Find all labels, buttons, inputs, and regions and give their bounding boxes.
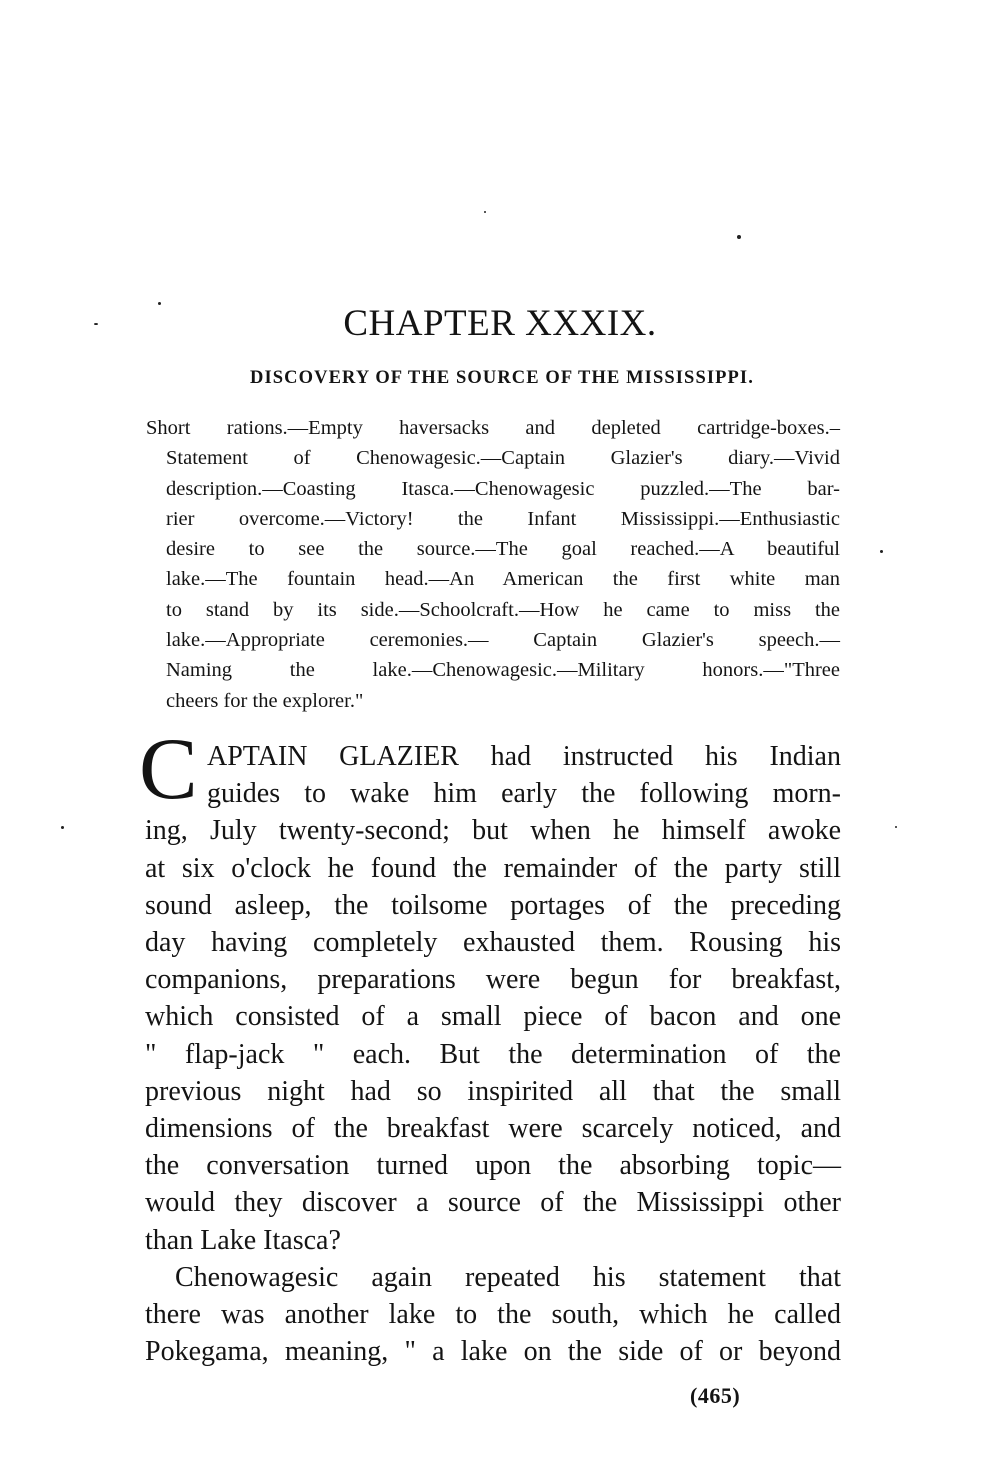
summary-line: rier overcome.—Victory! the Infant Mississippi.—Enthusiastic [166,507,840,530]
paragraph-line: APTAIN GLAZIER had instructed his Indian [207,741,841,772]
summary-line: lake.—The fountain head.—An American the first white man [166,568,840,591]
paragraph-line: the conversation turned upon the absorbing topic— [145,1150,841,1182]
paragraph-line: Pokegama, meaning, " a lake on the side of or beyond [145,1336,841,1368]
summary-line: cheers for the explorer." [166,689,364,712]
page-number: (465) [690,1383,741,1408]
paragraph-line: guides to wake him early the following morn- [207,778,841,810]
paragraph-line: sound asleep, the toilsome portages of the preceding [145,889,841,921]
scan-speck [61,826,64,829]
summary-line: description.—Coasting Itasca.—Chenowagesic puzzled.—The bar- [166,477,840,500]
summary-line: lake.—Appropriate ceremonies.— Captain Glazier's speech.— [166,629,840,652]
paragraph-line: dimensions of the breakfast were scarcely noticed, and [145,1113,841,1145]
summary-line: Naming the lake.—Chenowagesic.—Military honors.—"Three [166,659,840,682]
chapter-subtitle: DISCOVERY OF THE SOURCE OF THE MISSISSIPPI. [250,368,754,388]
chapter-title [0,302,1000,345]
chapter-summary [146,413,840,716]
chapter-title-text: CHAPTER XXXIX. [343,303,657,344]
scan-speck [895,826,897,828]
summary-line: Statement of Chenowagesic.—Captain Glazier's diary.—Vivid [166,447,840,470]
summary-line: Short rations.—Empty haversacks and depleted cartridge-boxes.– [146,417,840,439]
drop-cap: C [139,721,198,818]
paragraph-line: " flap-jack " each. But the determination of the [145,1038,841,1070]
paragraph-line: companions, preparations were begun for breakfast, [145,964,841,996]
paragraph-line: Chenowagesic again repeated his statement that [175,1261,841,1293]
paragraph-line: than Lake Itasca? [145,1224,341,1256]
scan-speck [737,235,741,239]
paragraph-line: day having completely exhausted them. Rousing his [145,927,841,959]
scan-speck [880,550,883,553]
paragraph-line: which consisted of a small piece of bacon and one [145,1001,841,1033]
paragraph-line: would they discover a source of the Mississippi other [145,1187,841,1219]
summary-line: to stand by its side.—Schoolcraft.—How he came to miss the [166,598,840,621]
paragraph-line: ing, July twenty-second; but when he himself awoke [145,815,841,847]
body-text [145,738,841,1370]
summary-line: desire to see the source.—The goal reached.—A beautiful [166,538,840,561]
paragraph-line: previous night had so inspirited all that the small [145,1075,841,1107]
paragraph-line: at six o'clock he found the remainder of the party still [145,852,841,884]
scan-speck [484,211,486,213]
paragraph-line: there was another lake to the south, which he called [145,1299,841,1331]
